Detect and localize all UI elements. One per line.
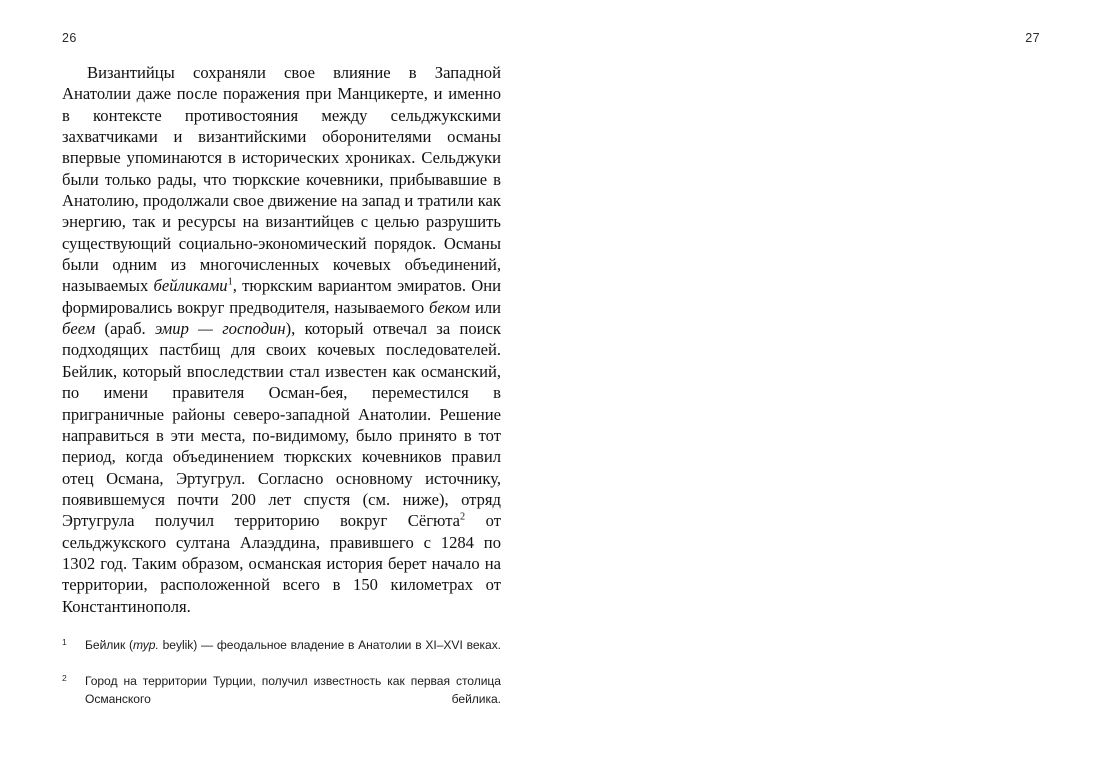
footnote-text: Город на территории Турции, получил известность как первая столица Османского бейлика. (85, 674, 501, 706)
left-page-text-column (62, 62, 501, 638)
page-right (550, 0, 1100, 779)
footnote-marker: 1 (62, 637, 67, 647)
footnote-text: Бейлик (тур. beylik) — феодальное владение в Анатолии в XI–XVI веках. (85, 638, 501, 652)
footnote (62, 673, 501, 726)
page-number-right: 27 (1025, 31, 1040, 45)
paragraph: Византийцы сохраняли свое влияние в Западной Анатолии даже после поражения при Манцикерте, и именно в контексте противостояния между сельджукскими захватчиками и византийскими оборонителями османы впервые упоминаются в исторических хрониках. Сельджуки были только рады, что тюркские кочевники, прибывавшие в Анатолию, продолжали свое движение на запад и тратили как энергию, так и ресурсы на византийцев с целью разрушить существующий социально-экономический порядок. Османы были одним из многочисленных кочевых объединений, называемых бейликами$^1$, тюркским вариантом эмиратов. Они формировались вокруг предводителя, называемого беком или беем (араб. эмир — господин), который отвечал за поиск подходящих пастбищ для своих кочевых последователей. Бейлик, который впоследствии стал известен как османский, по имени правителя Осман-бея, переместился в приграничные районы северо-западной Анатолии. Решение направиться в эти места, по-видимому, было принято в тот период, когда объединением тюркских кочевников правил отец Османа, Эртугрул. Согласно основному источнику, появившемуся почти 200 лет спустя (см. ниже), отряд Эртугрула получил территорию вокруг Сёгюта$^2$ от сельджукского султана Алаэддина, правившего с 1284 по 1302 год. Таким образом, османская история берет начало на территории, расположенной всего в 150 километрах от Константинополя. (62, 63, 501, 616)
footnote (62, 637, 501, 672)
footnote-marker: 2 (62, 673, 67, 684)
page-number-left: 26 (62, 31, 77, 45)
left-page-footnotes (62, 637, 501, 727)
